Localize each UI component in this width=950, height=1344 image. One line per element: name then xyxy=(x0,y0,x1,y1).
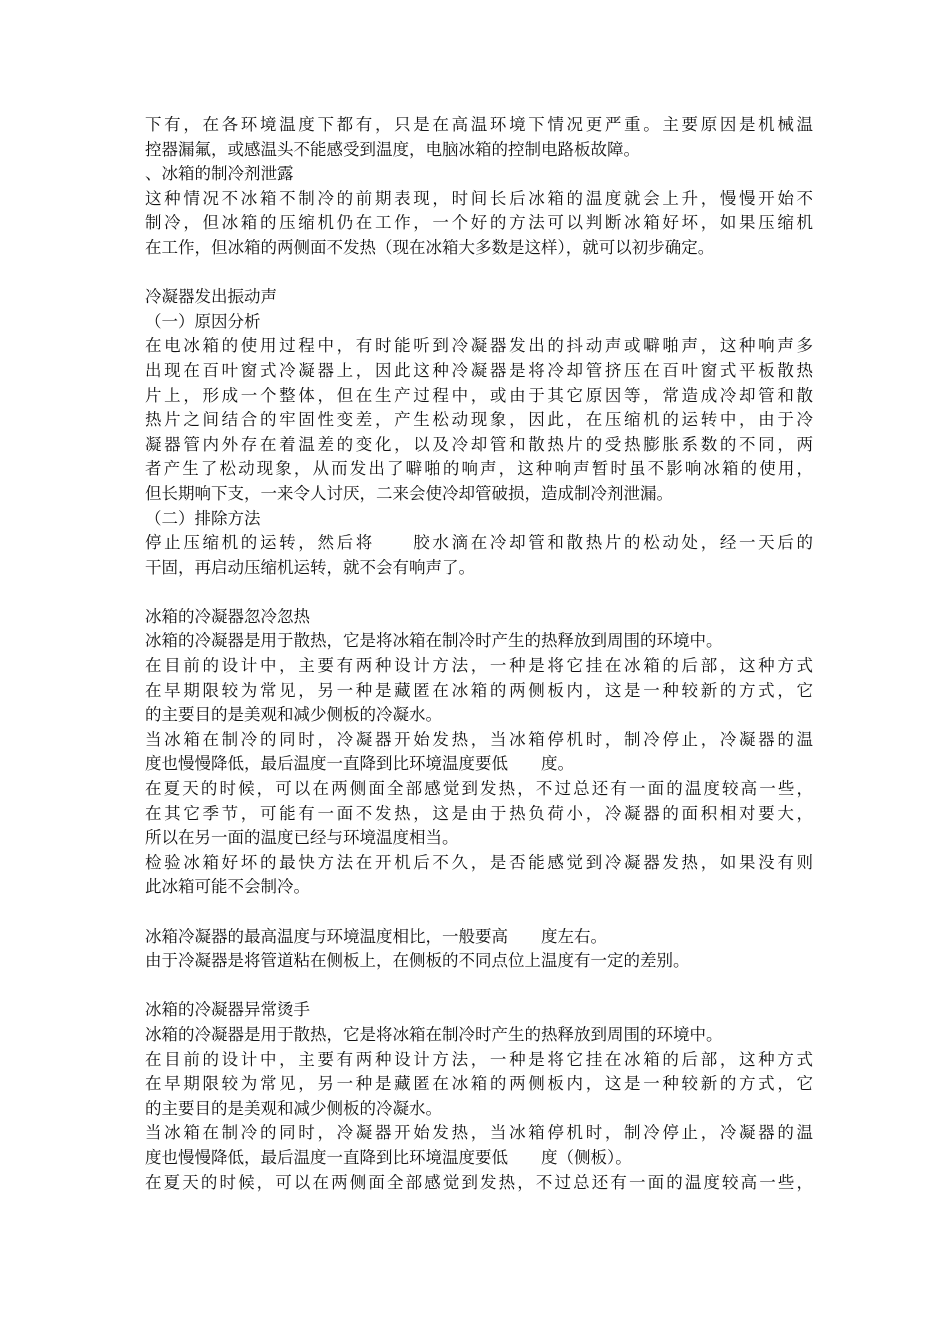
text-line: （一）原因分析 xyxy=(145,311,261,331)
text-line: 出现在百叶窗式冷凝器上，因此这种冷凝器是将冷却管挤压在百叶窗式平板散热 xyxy=(145,360,813,380)
text-line: 但长期响下支，一来令人讨厌，二来会使冷却管破损，造成制冷剂泄漏。 xyxy=(145,483,673,503)
text-line: 在夏天的时候，可以在两侧面全部感觉到发热，不过总还有一面的温度较高一些， xyxy=(145,1172,813,1192)
text-line: 、冰箱的制冷剂泄露 xyxy=(145,164,294,184)
text-line: 片上，形成一个整体，但在生产过程中，或由于其它原因等，常造成冷却管和散 xyxy=(145,385,813,405)
text-line: 热片之间结合的牢固性变差，产生松动现象，因此，在压缩机的运转中，由于冷 xyxy=(145,410,813,430)
blank-line xyxy=(145,974,813,999)
blank-line xyxy=(145,900,813,925)
text-line: 冰箱的冷凝器忽冷忽热 xyxy=(145,606,310,626)
text-line: 在工作，但冰箱的两侧面不发热（现在冰箱大多数是这样），就可以初步确定。 xyxy=(145,237,715,257)
text-line: 者产生了松动现象，从而发出了噼啪的响声，这种响声暂时虽不影响冰箱的使用， xyxy=(145,459,813,479)
text-line: 度也慢慢降低，最后温度一直降到比环境温度要低 度。 xyxy=(145,754,574,774)
text-line: 冰箱的冷凝器是用于散热，它是将冰箱在制冷时产生的热释放到周围的环境中。 xyxy=(145,1024,723,1044)
blank-line xyxy=(145,580,813,605)
document-body xyxy=(145,113,813,1195)
text-line: 凝器管内外存在着温差的变化，以及冷却管和散热片的受热膨胀系数的不同，两 xyxy=(145,434,813,454)
text-line: 下有，在各环境温度下都有，只是在高温环境下情况更严重。主要原因是机械温 xyxy=(145,115,813,134)
text-line: 在其它季节，可能有一面不发热，这是由于热负荷小，冷凝器的面积相对要大， xyxy=(145,803,813,823)
text-line: 的主要目的是美观和减少侧板的冷凝水。 xyxy=(145,705,442,725)
text-line: 干固，再启动压缩机运转，就不会有响声了。 xyxy=(145,557,475,577)
text-line: 所以在另一面的温度已经与环境温度相当。 xyxy=(145,828,459,848)
text-line: 停止压缩机的运转，然后将 胶水滴在冷却管和散热片的松动处，经一天后的 xyxy=(145,533,813,553)
text-line: 这种情况不冰箱不制冷的前期表现，时间长后冰箱的温度就会上升，慢慢开始不 xyxy=(145,188,813,208)
text-line: 由于冷凝器是将管道粘在侧板上，在侧板的不同点位上温度有一定的差别。 xyxy=(145,951,690,971)
text-line: 在早期限较为常见，另一种是藏匿在冰箱的两侧板内，这是一种较新的方式，它 xyxy=(145,1074,813,1094)
text-line: 在目前的设计中，主要有两种设计方法，一种是将它挂在冰箱的后部，这种方式 xyxy=(145,1049,813,1069)
text-line: 冰箱的冷凝器异常烫手 xyxy=(145,1000,310,1020)
text-line: 制冷，但冰箱的压缩机仍在工作，一个好的方法可以判断冰箱好坏，如果压缩机 xyxy=(145,213,813,233)
text-line: 冰箱的冷凝器是用于散热，它是将冰箱在制冷时产生的热释放到周围的环境中。 xyxy=(145,631,723,651)
text-line: 此冰箱可能不会制冷。 xyxy=(145,877,310,897)
text-line: 在夏天的时候，可以在两侧面全部感觉到发热，不过总还有一面的温度较高一些， xyxy=(145,779,813,799)
text-line: 检验冰箱好坏的最快方法在开机后不久，是否能感觉到冷凝器发热，如果没有则 xyxy=(145,852,813,872)
text-line: 当冰箱在制冷的同时，冷凝器开始发热，当冰箱停机时，制冷停止，冷凝器的温 xyxy=(145,729,813,749)
text-line: 冷凝器发出振动声 xyxy=(145,287,277,307)
text-line: 在目前的设计中，主要有两种设计方法，一种是将它挂在冰箱的后部，这种方式 xyxy=(145,656,813,676)
text-line: 在早期限较为常见，另一种是藏匿在冰箱的两侧板内，这是一种较新的方式，它 xyxy=(145,680,813,700)
text-line: 在电冰箱的使用过程中，有时能听到冷凝器发出的抖动声或噼啪声，这种响声多 xyxy=(145,336,813,356)
text-line: 当冰箱在制冷的同时，冷凝器开始发热，当冰箱停机时，制冷停止，冷凝器的温 xyxy=(145,1123,813,1143)
text-line: 冰箱冷凝器的最高温度与环境温度相比，一般要高 度左右。 xyxy=(145,926,607,946)
text-line: 的主要目的是美观和减少侧板的冷凝水。 xyxy=(145,1098,442,1118)
text-line: 度也慢慢降低，最后温度一直降到比环境温度要低 度（侧板）。 xyxy=(145,1147,632,1167)
blank-line xyxy=(145,261,813,286)
text-line: （二）排除方法 xyxy=(145,508,261,528)
text-line: 控器漏氟，或感温头不能感受到温度，电脑冰箱的控制电路板故障。 xyxy=(145,139,640,159)
